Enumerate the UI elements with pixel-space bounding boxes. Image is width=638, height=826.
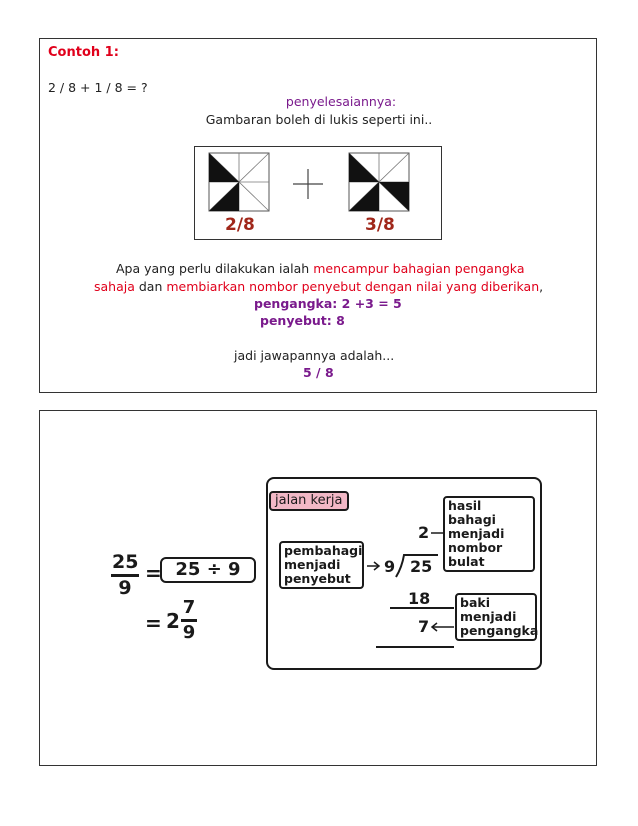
longdiv-lines-svg xyxy=(268,479,540,668)
lhs-denominator: 9 xyxy=(118,577,132,599)
explain-line-1 xyxy=(116,261,525,277)
remainder-tag-line-2: menjadi xyxy=(460,609,517,624)
explain-text-1: Apa yang perlu dilakukan ialah xyxy=(116,261,314,276)
question-text: 2 / 8 + 1 / 8 = ? xyxy=(48,80,148,95)
divisor-tag-line-1: pembahagi xyxy=(284,543,363,558)
example-heading: Contoh 1: xyxy=(48,45,119,60)
working-box xyxy=(266,477,542,670)
divisor-tag-line-2: menjadi xyxy=(284,557,341,572)
result-whole: 2 xyxy=(166,609,180,633)
lhs-numerator: 25 xyxy=(112,551,139,573)
example-1-panel xyxy=(39,38,597,393)
square-three-eighths xyxy=(349,153,409,211)
longdiv-product: 18 xyxy=(408,589,431,608)
longdiv-dividend: 25 xyxy=(410,557,433,576)
square-two-eighths xyxy=(209,153,269,211)
divisor-tag-line-3: penyebut xyxy=(284,571,351,586)
explain-highlight-3: membiarkan nombor penyebut dengan nilai yang diberikan xyxy=(166,279,540,294)
longdiv-divisor: 9 xyxy=(384,557,396,576)
equals-sign-1: = xyxy=(145,561,162,585)
arrow-to-divisor xyxy=(367,562,379,570)
plus-sign xyxy=(293,169,323,199)
explain-line-2 xyxy=(94,279,543,295)
equals-sign-2: = xyxy=(145,611,162,635)
longdiv-remainder: 7 xyxy=(418,617,430,636)
numerator-line: pengangka: 2 +3 = 5 xyxy=(254,296,402,311)
longdiv-quotient: 2 xyxy=(418,523,430,542)
division-bracket xyxy=(396,555,438,577)
answer-value: 5 / 8 xyxy=(303,365,334,380)
result-denominator: 9 xyxy=(182,622,196,643)
explain-text-2: dan xyxy=(134,279,167,294)
remainder-tag-line-3: pengangka xyxy=(460,623,539,638)
fraction-figure xyxy=(194,146,442,240)
solution-label: penyelesaiannya: xyxy=(285,94,397,109)
quotient-tag-line-3: nombor xyxy=(448,540,503,555)
arrow-to-remainder xyxy=(432,623,454,631)
result-numerator: 7 xyxy=(182,597,196,618)
drawing-note: Gambaran boleh di lukis seperti ini.. xyxy=(205,112,433,127)
quotient-tag-line-1: hasil bahagi xyxy=(448,498,496,527)
denominator-line: penyebut: 8 xyxy=(260,313,345,328)
explain-comma: , xyxy=(539,279,544,294)
working-title: jalan kerja xyxy=(269,491,349,511)
label-two-eighths: 2/8 xyxy=(225,215,255,235)
answer-intro: jadi jawapannya adalah... xyxy=(234,348,395,363)
quotient-tag-line-2: menjadi xyxy=(448,526,505,541)
division-expression: 25 ÷ 9 xyxy=(160,557,256,583)
remainder-tag-line-1: baki xyxy=(460,595,490,610)
example-2-panel xyxy=(39,410,597,766)
quotient-tag-line-4: bulat xyxy=(448,554,485,569)
explain-highlight-1: mencampur bahagian pengangka xyxy=(313,261,525,276)
explain-highlight-2: sahaja xyxy=(94,279,135,294)
label-three-eighths: 3/8 xyxy=(365,215,395,235)
